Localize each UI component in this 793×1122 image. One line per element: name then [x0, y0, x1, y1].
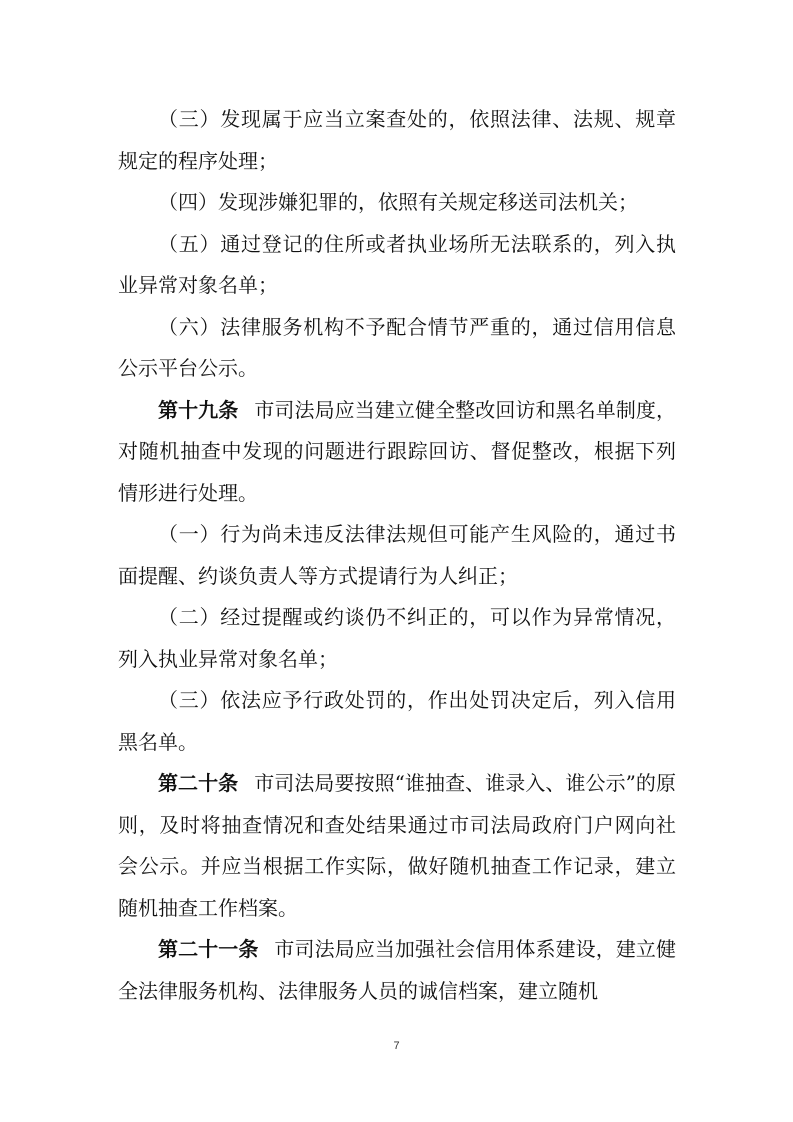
paragraph-text: （四）发现涉嫌犯罪的，依照有关规定移送司法机关；: [158, 190, 638, 214]
article-heading: 第十九条: [158, 397, 239, 422]
paragraph-text: （六）法律服务机构不予配合情节严重的，通过信用信息公示平台公示。: [118, 314, 676, 380]
paragraph-text: 市司法局要按照“谁抽查、谁录入、谁公示”的原则，及时将抽查情况和查处结果通过市司法局政府门户网向社会公示。并应当根据工作实际，做好随机抽查工作记录，建立随机抽查工作档案。: [118, 771, 676, 920]
paragraph-text: （三）发现属于应当立案查处的，依照法律、法规、规章规定的程序处理；: [118, 107, 676, 173]
article-19: [118, 390, 676, 515]
paragraph-text: （二）经过提醒或约谈仍不纠正的，可以作为异常情况，列入执业异常对象名单；: [118, 605, 676, 671]
paragraph-text: 市司法局应当加强社会信用体系建设，建立健全法律服务机构、法律服务人员的诚信档案，建立随机: [118, 937, 677, 1003]
paragraph-item-2: [118, 597, 676, 680]
paragraph-item-6: [118, 307, 676, 390]
article-heading: 第二十条: [158, 771, 239, 795]
paragraph-item-4: [118, 182, 676, 224]
paragraph-text: 市司法局应当建立健全整改回访和黑名单制度，对随机抽查中发现的问题进行跟踪回访、督促整改，根据下列情形进行处理。: [118, 397, 677, 505]
paragraph-text: （一）行为尚未违反法律法规但可能产生风险的，通过书面提醒、约谈负责人等方式提请行为人纠正；: [118, 522, 676, 588]
article-21: [118, 929, 676, 1012]
article-heading: 第二十一条: [158, 937, 259, 961]
paragraph-item-3b: [118, 680, 676, 763]
article-20: [118, 763, 676, 929]
paragraph-text: （三）依法应予行政处罚的，作出处罚决定后，列入信用黑名单。: [118, 688, 676, 754]
document-body: [118, 99, 676, 1012]
paragraph-item-3: [118, 99, 676, 182]
paragraph-item-5: [118, 224, 676, 307]
paragraph-item-1: [118, 514, 676, 597]
page-number: 7: [393, 1040, 400, 1052]
paragraph-text: （五）通过登记的住所或者执业场所无法联系的，列入执业异常对象名单；: [118, 231, 676, 297]
